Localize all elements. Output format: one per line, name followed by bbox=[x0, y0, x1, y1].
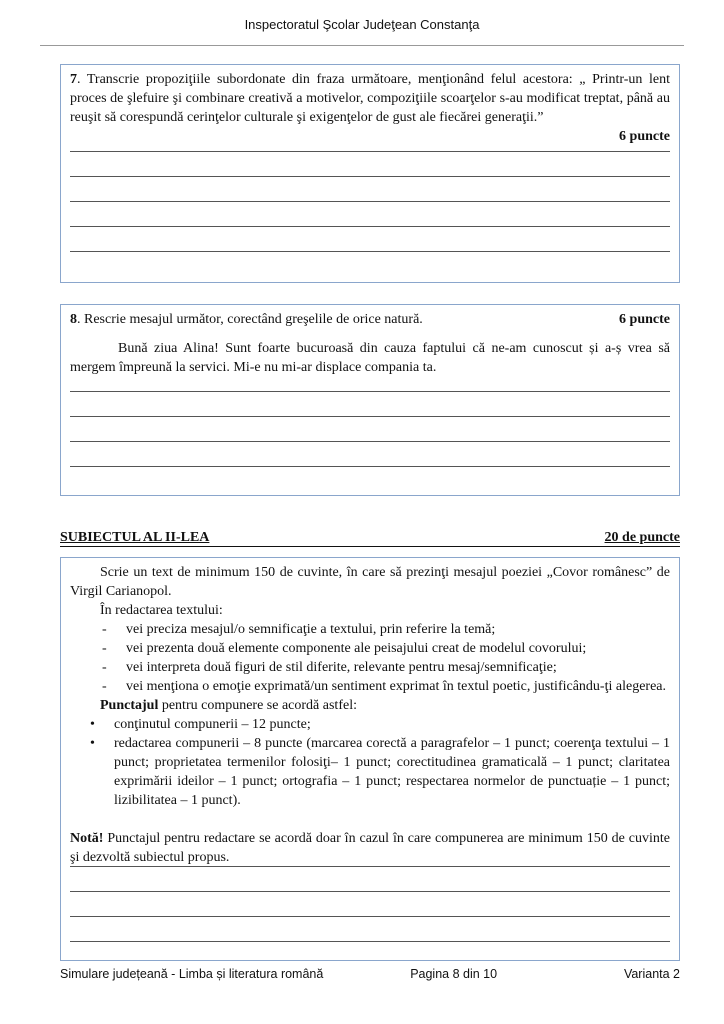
question-8-points: 6 puncte bbox=[619, 312, 670, 327]
answer-line[interactable] bbox=[70, 226, 670, 227]
question-8-box bbox=[60, 304, 680, 496]
answer-line[interactable] bbox=[70, 916, 670, 917]
answer-line[interactable] bbox=[70, 466, 670, 467]
answer-line[interactable] bbox=[70, 891, 670, 892]
requirement-item: - vei prezenta două elemente componente ale peisajului creat de modelul covorului; bbox=[102, 641, 587, 656]
answer-line[interactable] bbox=[70, 441, 670, 442]
header-divider bbox=[40, 45, 684, 46]
scoring-bullet: • conţinutul compunerii – 12 puncte; bbox=[90, 717, 311, 732]
scoring-bullet: • redactarea compunerii – 8 puncte (marcarea corectă a paragrafelor – 1 punct; coerenţa textului – 1 punct; proprietatea termenilor folosiţi– 1 punct; corectitudinea gramaticală – 1 punct; claritatea exprimării ideilor – 1 punct; ortografia – 1 punct; respectarea normelor de punctuație – 1 punct; lizibilitatea – 1 punct). bbox=[90, 736, 670, 808]
question-8-message: Bună ziua Alina! Sunt foarte bucuroasă din cauza faptului că ne-am cunoscut și a-ș vrea să mergem împreună la servici. Mi-e nu mi-ar displace compania ta. bbox=[70, 341, 670, 375]
section-heading: SUBIECTUL AL II-LEA 20 de puncte bbox=[60, 530, 680, 545]
answer-line[interactable] bbox=[70, 251, 670, 252]
answer-line[interactable] bbox=[70, 866, 670, 867]
answer-line[interactable] bbox=[70, 176, 670, 177]
requirement-item: - vei interpreta două figuri de stil diferite, relevante pentru mesaj/semnificaţie; bbox=[102, 660, 557, 675]
question-7-points: 6 puncte bbox=[619, 129, 670, 144]
answer-line[interactable] bbox=[70, 416, 670, 417]
subject-2-box bbox=[60, 557, 680, 961]
subject-2-intro: Scrie un text de minimum 150 de cuvinte, în care să prezinţi mesajul poeziei „Covor românesc” de Virgil Carianopol. bbox=[70, 565, 670, 599]
requirement-item: - vei preciza mesajul/o semnificaţie a textului, prin referire la temă; bbox=[102, 622, 496, 637]
variant: Varianta 2 bbox=[623, 967, 680, 981]
footer-title: Simulare județeană - Limba și literatura română bbox=[60, 967, 324, 981]
requirement-item: - vei menţiona o emoţie exprimată/un sentiment exprimat în textul poetic, justificându-ţi alegerea. bbox=[102, 679, 666, 694]
note: Notă! Punctajul pentru redactare se acordă doar în cazul în care compunerea are minimum 150 de cuvinte şi dezvoltă subiectul propus. bbox=[70, 831, 670, 865]
scoring-lead: Punctajul pentru compunere se acordă astfel: bbox=[100, 698, 357, 713]
question-7-box bbox=[60, 64, 680, 283]
question-7-text: 7. Transcrie propoziţiile subordonate din fraza următoare, menţionând felul acestora: „ Printr-un lent proces de şlefuire şi combinare creativă a motivelor, compoziţiile scoarţelor s-au modificat treptat, până au reuşit să corespundă cerinţelor culturale şi exigenţelor de gust ale fiecărei generaţii.” bbox=[70, 72, 670, 125]
answer-line[interactable] bbox=[70, 391, 670, 392]
answer-line[interactable] bbox=[70, 201, 670, 202]
subject-2-lead: În redactarea textului: bbox=[100, 603, 223, 618]
page-footer bbox=[60, 967, 680, 981]
page-number: Pagina 8 din 10 bbox=[410, 967, 498, 981]
answer-line[interactable] bbox=[70, 151, 670, 152]
question-8-header: 8. Rescrie mesajul următor, corectând greşelile de orice natură. 6 puncte bbox=[70, 312, 670, 327]
answer-line[interactable] bbox=[70, 941, 670, 942]
page-header: Inspectoratul Şcolar Judeţean Constanţa bbox=[244, 17, 480, 32]
